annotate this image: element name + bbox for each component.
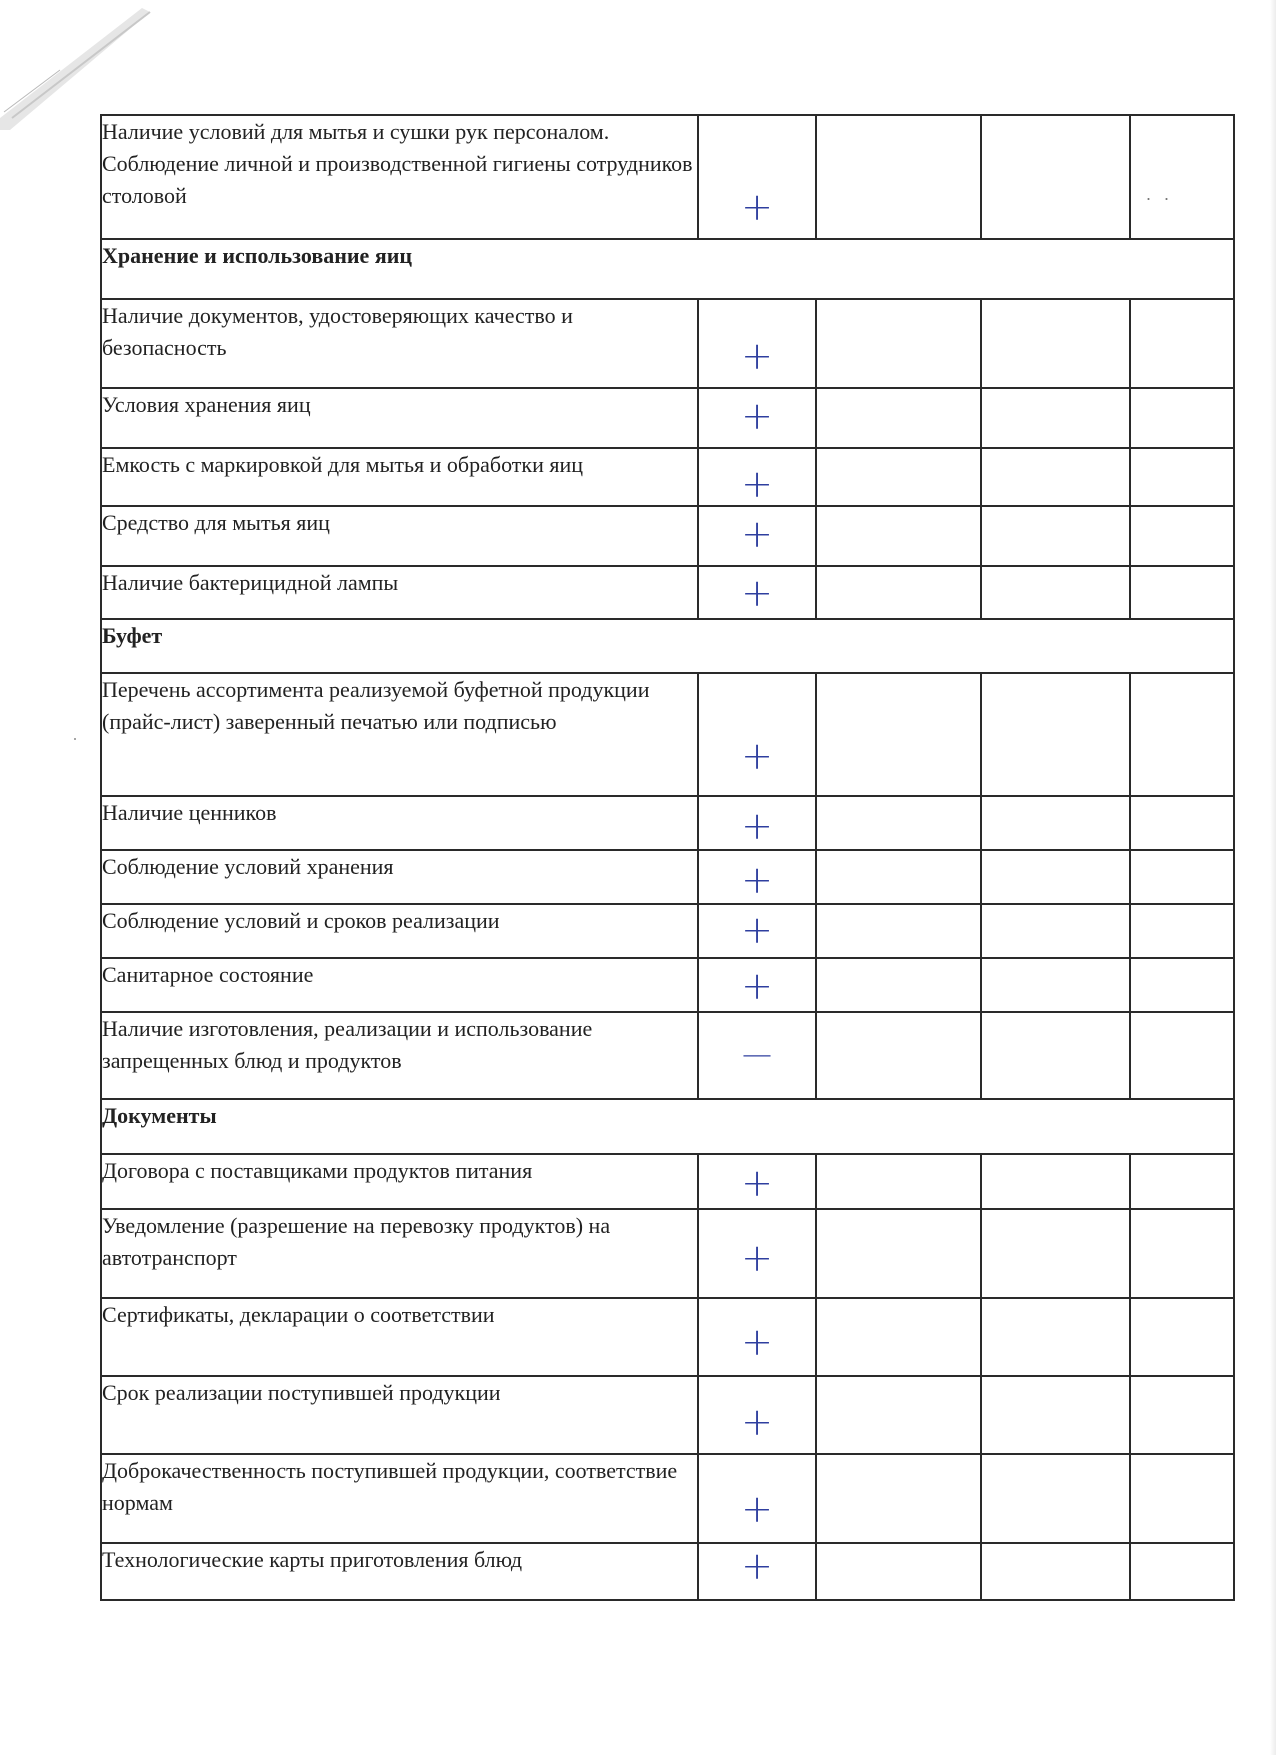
criterion-cell: Технологические карты приготовления блюд (101, 1543, 698, 1600)
handwritten-mark: + (741, 1161, 773, 1205)
table-row (101, 1543, 1234, 1600)
empty-cell (816, 1012, 981, 1099)
empty-cell (1130, 1209, 1234, 1298)
empty-cell (981, 796, 1130, 850)
empty-cell (1130, 115, 1234, 239)
table-row (101, 388, 1234, 448)
mark-cell (698, 506, 816, 566)
criterion-cell: Наличие условий для мытья и сушки рук персоналом. Соблюдение личной и производственной гигиены сотрудников столовой (101, 115, 698, 239)
criterion-cell: Срок реализации поступившей продукции (101, 1376, 698, 1454)
empty-cell (816, 1209, 981, 1298)
empty-cell (816, 796, 981, 850)
table-row (101, 1209, 1234, 1298)
empty-cell (981, 1012, 1130, 1099)
mark-cell (698, 566, 816, 619)
empty-cell (816, 904, 981, 958)
empty-cell (1130, 904, 1234, 958)
handwritten-mark: + (741, 1400, 773, 1444)
table-row (101, 1012, 1234, 1099)
criterion-cell: Сертификаты, декларации о соответствии (101, 1298, 698, 1376)
mark-cell (698, 673, 816, 796)
empty-cell (981, 673, 1130, 796)
handwritten-mark: + (741, 462, 773, 506)
empty-cell (1130, 299, 1234, 388)
handwritten-mark: + (741, 964, 773, 1008)
table-row (101, 448, 1234, 506)
criterion-cell: Соблюдение условий и сроков реализации (101, 904, 698, 958)
criterion-cell: Наличие изготовления, реализации и использование запрещенных блюд и продуктов (101, 1012, 698, 1099)
criterion-cell: Наличие бактерицидной лампы (101, 566, 698, 619)
empty-cell (1130, 1298, 1234, 1376)
empty-cell (816, 1298, 981, 1376)
empty-cell (981, 904, 1130, 958)
criterion-cell: Емкость с маркировкой для мытья и обработки яиц (101, 448, 698, 506)
criterion-cell: Соблюдение условий хранения (101, 850, 698, 904)
empty-cell (981, 850, 1130, 904)
empty-cell (816, 673, 981, 796)
criterion-cell: Договора с поставщиками продуктов питания (101, 1154, 698, 1209)
table-row (101, 1454, 1234, 1543)
empty-cell (1130, 1543, 1234, 1600)
empty-cell (816, 299, 981, 388)
handwritten-mark: + (741, 1320, 773, 1364)
empty-cell (1130, 1154, 1234, 1209)
empty-cell (981, 448, 1130, 506)
empty-cell (981, 388, 1130, 448)
empty-cell (981, 1209, 1130, 1298)
mark-cell (698, 904, 816, 958)
empty-cell (816, 448, 981, 506)
paper-edge-shadow (1270, 0, 1276, 1755)
mark-cell (698, 1154, 816, 1209)
mark-cell (698, 388, 816, 448)
empty-cell (1130, 1454, 1234, 1543)
empty-cell (816, 958, 981, 1012)
criterion-cell: Доброкачественность поступившей продукции, соответствие нормам (101, 1454, 698, 1543)
table-row (101, 115, 1234, 239)
empty-cell (981, 506, 1130, 566)
handwritten-mark: + (741, 512, 773, 556)
empty-cell (816, 506, 981, 566)
empty-cell (1130, 448, 1234, 506)
empty-cell (981, 1454, 1130, 1543)
handwritten-mark: + (741, 185, 773, 229)
handwritten-mark: + (741, 734, 773, 778)
empty-cell (816, 1376, 981, 1454)
criterion-cell: Условия хранения яиц (101, 388, 698, 448)
handwritten-mark: + (741, 334, 773, 378)
table-row (101, 506, 1234, 566)
mark-cell (698, 850, 816, 904)
empty-cell (981, 115, 1130, 239)
empty-cell (981, 1376, 1130, 1454)
criterion-cell: Средство для мытья яиц (101, 506, 698, 566)
handwritten-mark: + (741, 571, 773, 615)
empty-cell (816, 388, 981, 448)
mark-cell (698, 1376, 816, 1454)
empty-cell (816, 1154, 981, 1209)
criterion-cell: Уведомление (разрешение на перевозку продуктов) на автотранспорт (101, 1209, 698, 1298)
empty-cell (816, 566, 981, 619)
empty-cell (816, 850, 981, 904)
mark-cell (698, 299, 816, 388)
handwritten-mark: + (741, 908, 773, 952)
handwritten-mark: + (741, 858, 773, 902)
handwritten-mark: — (742, 1037, 772, 1072)
empty-cell (1130, 958, 1234, 1012)
mark-cell (698, 958, 816, 1012)
stray-dots: . . (1145, 184, 1173, 204)
section-row (101, 1099, 1234, 1154)
mark-cell (698, 1209, 816, 1298)
handwritten-mark: + (741, 394, 773, 438)
handwritten-mark: + (741, 1487, 773, 1531)
section-row (101, 619, 1234, 673)
table-row (101, 299, 1234, 388)
empty-cell (816, 1454, 981, 1543)
criterion-cell: Перечень ассортимента реализуемой буфетной продукции (прайс-лист) заверенный печатью или подписью (101, 673, 698, 796)
criterion-cell: Наличие ценников (101, 796, 698, 850)
empty-cell (981, 1298, 1130, 1376)
empty-cell (1130, 850, 1234, 904)
empty-cell (1130, 796, 1234, 850)
handwritten-mark: + (741, 1236, 773, 1280)
table-row (101, 566, 1234, 619)
table-row (101, 1298, 1234, 1376)
mark-cell (698, 796, 816, 850)
stray-dot (74, 738, 76, 740)
table-row (101, 796, 1234, 850)
empty-cell (1130, 1376, 1234, 1454)
section-row (101, 239, 1234, 299)
criterion-cell: Санитарное состояние (101, 958, 698, 1012)
handwritten-mark: + (741, 804, 773, 848)
mark-cell (698, 1012, 816, 1099)
empty-cell (981, 1543, 1130, 1600)
empty-cell (981, 958, 1130, 1012)
handwritten-mark: + (741, 1544, 773, 1588)
empty-cell (816, 1543, 981, 1600)
mark-cell (698, 1543, 816, 1600)
empty-cell (1130, 388, 1234, 448)
table-row (101, 673, 1234, 796)
empty-cell (1130, 566, 1234, 619)
table-row (101, 850, 1234, 904)
mark-cell (698, 1454, 816, 1543)
empty-cell (1130, 1012, 1234, 1099)
criterion-cell: Наличие документов, удостоверяющих качество и безопасность (101, 299, 698, 388)
empty-cell (1130, 506, 1234, 566)
mark-cell (698, 448, 816, 506)
empty-cell (981, 1154, 1130, 1209)
mark-cell (698, 1298, 816, 1376)
table-row (101, 1376, 1234, 1454)
section-title-buffet: Буфет (101, 619, 1234, 673)
section-title-eggs: Хранение и использование яиц (101, 239, 1234, 299)
paper-fold-mark (0, 0, 170, 130)
mark-cell (698, 115, 816, 239)
section-title-documents: Документы (101, 1099, 1234, 1154)
empty-cell (981, 299, 1130, 388)
empty-cell (981, 566, 1130, 619)
empty-cell (816, 115, 981, 239)
empty-cell (1130, 673, 1234, 796)
table-row (101, 904, 1234, 958)
inspection-checklist-table (100, 114, 1235, 1601)
table-row (101, 958, 1234, 1012)
table-row (101, 1154, 1234, 1209)
